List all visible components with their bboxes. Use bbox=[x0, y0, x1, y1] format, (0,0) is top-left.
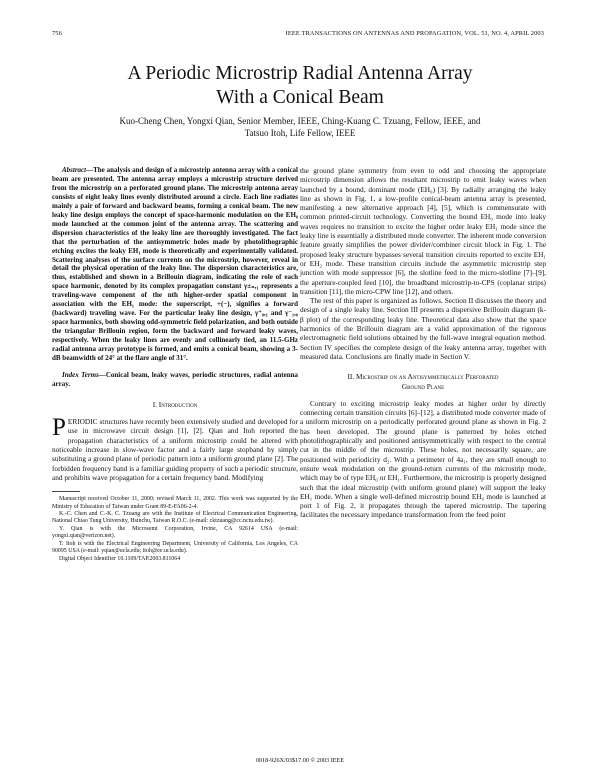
footnote-chen-tzuang: K.-C. Chen and C.-K. C. Tzuang are with the Institute of Electrical Communication Engineering, National Chiao Tung University, Hsinchu, Taiwan R.O.C. (e-mail: cktzuang@cc.nctu.edu.tw). bbox=[52, 511, 298, 525]
footnote-doi: Digital Object Identifier 10.1109/TAP.2003.811064 bbox=[59, 555, 181, 562]
page-number: 756 bbox=[52, 30, 62, 37]
title-line-2: With a Conical Beam bbox=[216, 87, 384, 108]
authors-line-2: Tatsuo Itoh, Life Fellow, IEEE bbox=[244, 128, 356, 138]
introduction-body: ERIODIC structures have recently been extensively studied and developed for use in microwave circuit design [1], [2]. Qian and Itoh reported the propagation characteristics of a uniform microstrip could be altered with noticeable increase in slow-wave factor and a fairly large stopband by simply substituting a ground plane of periodic pattern into a uniform ground plane [2]. The forbidden frequency band is a familiar guiding property of such a periodic structure, and prohibits wave propagation for a certain frequency band. Modifying bbox=[52, 417, 298, 482]
section-heading-introduction: I. Introduction bbox=[152, 399, 198, 409]
index-terms-body: —Conical beam, leaky waves, periodic structures, radial antenna array. bbox=[52, 370, 299, 388]
copyright-footer: 0018-926X/03$17.00 © 2003 IEEE bbox=[255, 757, 345, 764]
footnote-manuscript: Manuscript received October 11, 2000; revised March 11, 2002. This work was supported by the Ministry of Education of Taiwan under Grant 89-E-FA06-2-4. bbox=[52, 496, 298, 510]
index-terms-lead: Index Terms bbox=[62, 370, 99, 379]
paper-title bbox=[40, 62, 560, 110]
author-list bbox=[80, 115, 520, 139]
right-paragraph-3: Contrary to exciting microstrip leaky modes at higher order by directly connecting certain transition circuits [6]–[12], a distributed mode converter made of a uniform microstrip on a periodically perforated ground plane as shown in Fig. 2 has been developed. The ground plane is patterned by holes etched photolithographically and positioned antisymmetrically with respect to the central cut in the middle of the microstrip. These holes, not necessarily square, are positioned with periodicity d₂. With a perimeter of 4a₁, they are small enough to ensure weak modulation on the ground-return currents of the microstrip mode, which may be of type EH₀ or EH₁. Furthermore, the microstrip is properly designed such that the ideal microstrip (with uniform ground plane) will support the leaky EH₁ mode. When a single well-defined microstrip bound EH₀ mode is launched at port 1 of Fig. 2, it propagates through the tapered microstrip. The tapering facilitates the necessary impedance transformation from the feed point bbox=[300, 398, 546, 520]
title-line-1: A Periodic Microstrip Radial Antenna Array bbox=[127, 63, 473, 84]
section-ii-title-line-2: Ground Plane bbox=[401, 381, 445, 391]
right-paragraph-2: The rest of this paper is organized as follows. Section II discusses the theory and design of a single leaky line. Section III presents a dispersive Brillouin diagram (k-β plot) of the corresponding leaky line. Theoretical data also show that the space harmonics of the Brillouin diagram are a valid approximation of the rigorous electromagnetic field solutions obtained by the full-wave integral equation method. Section IV specifies the complete design of the leaky antenna array, together with measured data. Conclusions are finally made in Section V. bbox=[300, 296, 546, 361]
section-heading-ii bbox=[300, 372, 546, 391]
right-paragraph-1: the ground plane symmetry from even to odd and choosing the appropriate microstrip dimension allows the resultant microstrip to emit leaky waves when launched by a bound, dominant mode (EH₀) [3]. By radially arranging the leaky line as shown in Fig. 1, a low-profile conical-beam antenna array is presented, manifesting a new alternative approach [4], [5], which is commensurate with common printed-circuit technology. Converting the bound EH₀ mode into leaky waves requires no transition to excite the higher order leaky EH₁ mode since the leaky line is essentially a distributed mode converter. The inherent mode conversion feature greatly simplifies the power divider/combiner circuit block in Fig. 1. The proposed leaky structure bypasses several transition circuits reported to excite EH₁ or EH₂ mode. These transition circuits include the asymmetric microstrip step junction with mode suppressor [6], the slotline feed to the micro-slotline [7]–[9], the aperture-coupled feed [10], the broadband microstrip-to-CPS (coplanar strips) transition [11], the micro-CPW line [12], and others. bbox=[300, 166, 546, 296]
footnote-itoh: T. Itoh is with the Electrical Engineering Department, University of California, Los Angeles, CA 90095 USA (e-mail: yqian@ucla.edu; itoh@ee.ucla.edu). bbox=[52, 540, 298, 555]
section-ii-title-line-1: II. Microstrip on an Antisymmetrically Perforated bbox=[347, 372, 499, 382]
right-column bbox=[300, 166, 546, 520]
footnote-divider bbox=[52, 491, 80, 492]
authors-line-1: Kuo-Cheng Chen, Yongxi Qian, Senior Member, IEEE, Ching-Kuang C. Tzuang, Fellow, IEEE, and bbox=[119, 116, 481, 126]
abstract-lead: Abstract bbox=[62, 166, 87, 174]
journal-header: IEEE TRANSACTIONS ON ANTENNAS AND PROPAGATION, VOL. 51, NO. 4, APRIL 2003 bbox=[285, 30, 544, 37]
abstract-body: —The analysis and design of a microstrip antenna array with a conical beam are presented. The antenna array employs a microstrip structure derived from the microstrip on a perforated ground plane. The microstrip antenna array consists of eight leaky lines evenly distributed around a circle. Each line radiates mainly a pair of forward and backward beams, forming a conical beam. The new leaky line design employs the concept of space-harmonic modulation on the EH₀ mode launched at the common joint of the antenna array. The scattering and dispersion characteristics of the leaky line are thoroughly investigated. The fact that the perturbation of the antisymmetric holes made by photolithographic etching excites the leaky EH₁ mode is theoretically and experimentally validated. Scattering analyses of the surface currents on the microstrip, however, reveal in detail the physical operation of the leaky line. The dispersion characteristics are, thus, established and shown in a Brillouin diagram, indicating the role of each space harmonic, denoted by its complex propagation constant γ±ₙ,₁ represents a traveling-wave component of the nth higher-order spatial component in association with the EH₁ mode: the superscript, +(−), signifies a forward (backward) traveling wave. For the particular leaky line design, γ⁺₀,₁ and γ⁻₁,₀ space harmonics, both showing odd-symmetric field polarization, and both outside the triangular Brillouin region, form the backward and forward leaky waves, respectively. When the leaky lines are evenly and collinearly tied, an 11.5-GHz radial antenna array prototype is formed, and emits a conical beam, showing a 3-dB beamwidth of 24° at the flare angle of 31°. bbox=[52, 166, 298, 363]
footnote-qian: Y. Qian is with the Microsemi Corporation, Irvine, CA 92614 USA (e-mail: yongxi.qian@verizon.net). bbox=[52, 525, 298, 540]
footnotes bbox=[52, 496, 298, 563]
left-column bbox=[52, 166, 298, 563]
index-terms bbox=[52, 371, 298, 389]
drop-cap: P bbox=[52, 414, 66, 442]
introduction-paragraph bbox=[52, 414, 298, 482]
abstract bbox=[52, 166, 298, 363]
